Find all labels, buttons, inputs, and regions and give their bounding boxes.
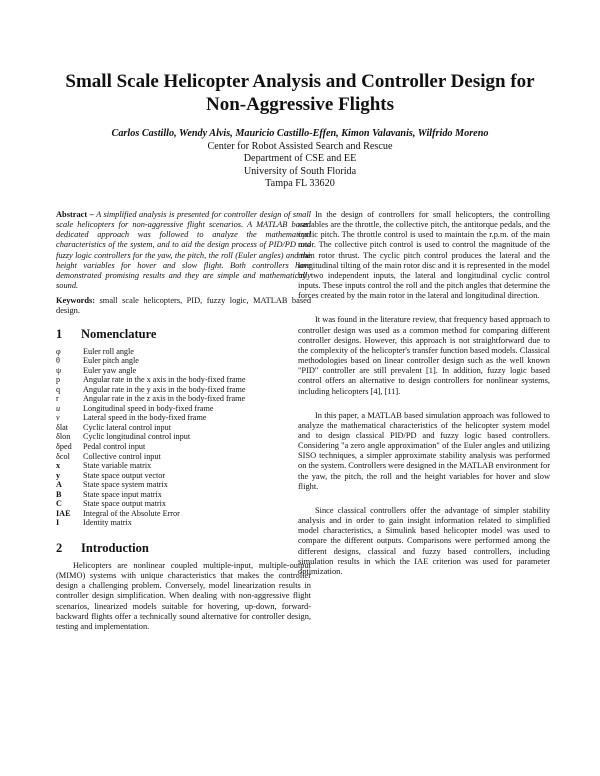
- section-number: 2: [56, 540, 63, 555]
- paper-title: [40, 70, 560, 116]
- body-paragraph-1: In the design of controllers for small helicopters, the controlling variables are the throttle, the collective pitch, the antitorque pedals, and the cyclic pitch. The throttle control is used to maintain the r.p.m. of the main rotor. The collective pitch control is used to control the magnitude of the main rotor thrust. The cyclic pitch control produces the lateral and the longitudinal tilting of the main rotor disc and it is represented in the model by two independent inputs, the lateral and longitudinal cyclic control inputs. These inputs control the roll and the pitch angles that determine the forces created by the main rotor in the lateral and longitudinal direction.: [298, 210, 550, 301]
- affiliation-line-3: University of South Florida: [243, 165, 357, 177]
- body-paragraph-3: In this paper, a MATLAB based simulation approach was followed to analyze the mathematical characteristics of the helicopter system model and to design classical PID/PD and fuzzy logic based controllers. Considering "a zero angle approximation" of the Euler angles and utilizing SISO techniques, a simpler approximate stability analysis was performed on the system. Controllers were designed in the MATLAB environment for the yaw, the pitch, the roll and the height variables for hover and slow flight.: [298, 410, 550, 491]
- nomenclature-table: [56, 347, 246, 528]
- affiliation-line-1: Center for Robot Assisted Search and Rescue: [207, 140, 393, 152]
- nomenclature-row: [56, 404, 246, 414]
- affiliation-line-4: Tampa FL 33620: [265, 178, 335, 189]
- nomenclature-row: [56, 509, 246, 519]
- nomenclature-description: Integral of the Absolute Error: [83, 508, 180, 518]
- nomenclature-symbol: θ: [56, 356, 60, 366]
- nomenclature-symbol: v: [56, 413, 60, 423]
- nomenclature-description: State space system matrix: [83, 480, 168, 490]
- nomenclature-description: Cyclic longitudinal control input: [83, 432, 191, 442]
- nomenclature-row: [56, 480, 246, 490]
- nomenclature-symbol: y: [56, 470, 61, 480]
- nomenclature-row: [56, 471, 246, 481]
- nomenclature-description: Euler roll angle: [83, 346, 134, 356]
- nomenclature-row: [56, 366, 246, 376]
- abstract-text: A simplified analysis is presented for controller design of small scale helicopters for non-aggressive flight scenarios. A MATLAB based dedicated approach was followed to analyze the mathematical characteristics of the system, and to aid the design process of PID/PD and fuzzy logic controllers for the yaw, the pitch, the roll (Euler angles) and the height variables for hover and slow flight. Both controllers have demonstrated promising results and they are simple and mathematically sound.: [56, 210, 311, 291]
- nomenclature-symbol: p: [56, 375, 61, 385]
- body-paragraph-2: It was found in the literature review, that frequency based approach to controller design was used as a common method for comparing different controller designs. However, this approach is not straightforward due to the complexity of the helicopter's transfer function based models. Classical methodologies based on linear controller design such as the well known "PID" controller are still prevalent [1]. In addition, fuzzy logic based control offers an alternative to design controllers for nonlinear systems, including helicopters [4], [11].: [298, 315, 550, 396]
- nomenclature-symbol: φ: [56, 346, 61, 356]
- nomenclature-symbol: B: [56, 489, 62, 499]
- nomenclature-row: [56, 499, 246, 509]
- nomenclature-row: [56, 518, 246, 528]
- nomenclature-row: [56, 413, 246, 423]
- body-paragraph-4: Since classical controllers offer the advantage of simpler stability analysis and in order to gain insight information related to simplified model characteristics, a Simulink based helicopter model was used to compare the different outputs. Comparisons were performed among the different designs, classical and fuzzy based controllers, including simulation results in which the IAE criterion was used for parameter optimization.: [298, 505, 550, 576]
- nomenclature-description: State space output vector: [83, 470, 166, 480]
- author-names: Carlos Castillo, Wendy Alvis, Mauricio Castillo-Effen, Kimon Valavanis, Wilfrido Moreno: [111, 128, 489, 139]
- nomenclature-description: State space output matrix: [83, 499, 166, 509]
- keywords-label: Keywords:: [56, 296, 96, 306]
- nomenclature-symbol: δped: [56, 442, 72, 452]
- abstract-label: Abstract –: [56, 210, 94, 219]
- nomenclature-description: Pedal control input: [83, 442, 146, 452]
- nomenclature-row: [56, 394, 246, 404]
- author-block: [40, 128, 560, 191]
- nomenclature-symbol: δlat: [56, 422, 69, 432]
- nomenclature-row: [56, 461, 246, 471]
- nomenclature-symbol: C: [56, 499, 62, 509]
- keywords-text: small scale helicopters, PID, fuzzy logic, MATLAB based design.: [56, 296, 312, 316]
- nomenclature-description: Angular rate in the z axis in the body-fixed frame: [83, 394, 246, 404]
- nomenclature-symbol: r: [56, 394, 59, 404]
- title-line-2: Non-Aggressive Flights: [205, 94, 395, 115]
- nomenclature-symbol: q: [56, 384, 61, 394]
- nomenclature-description: Cyclic lateral control input: [83, 422, 171, 432]
- nomenclature-row: [56, 442, 246, 452]
- nomenclature-row: [56, 452, 246, 462]
- nomenclature-symbol: x: [56, 461, 61, 471]
- nomenclature-description: Collective control input: [83, 451, 161, 461]
- section-title: Nomenclature: [81, 326, 157, 341]
- nomenclature-description: State space input matrix: [83, 489, 162, 499]
- nomenclature-description: Lateral speed in the body-fixed frame: [83, 413, 207, 423]
- left-column: [56, 210, 311, 632]
- nomenclature-row: [56, 423, 246, 433]
- nomenclature-description: Angular rate in the y axis in the body-fixed frame: [83, 384, 246, 394]
- nomenclature-description: Euler yaw angle: [83, 365, 137, 375]
- title-line-1: Small Scale Helicopter Analysis and Controller Design for: [65, 71, 535, 92]
- abstract: [56, 210, 311, 291]
- nomenclature-row: [56, 356, 246, 366]
- nomenclature-row: [56, 490, 246, 500]
- affiliation-line-2: Department of CSE and EE: [243, 153, 357, 164]
- nomenclature-description: Euler pitch angle: [83, 356, 139, 366]
- nomenclature-description: Longitudinal speed in body-fixed frame: [83, 403, 214, 413]
- nomenclature-description: Identity matrix: [83, 518, 132, 528]
- nomenclature-symbol: I: [56, 518, 60, 528]
- nomenclature-symbol: A: [56, 480, 62, 490]
- nomenclature-description: State variable matrix: [83, 461, 152, 471]
- section-title: Introduction: [81, 540, 149, 555]
- keywords: [56, 296, 311, 316]
- nomenclature-row: [56, 375, 246, 385]
- intro-paragraph-1: Helicopters are nonlinear coupled multiple-input, multiple-output (MIMO) systems with unique characteristics that makes the controller design a challenging problem. Conversely, model linearization results in controller design simplification. When dealing with non-aggressive flight scenarios, linearized models suitable for hovering, up-down, forward-backward flights offer a technically sound alternative for controller design, testing and implementation.: [56, 560, 311, 631]
- right-column: [298, 210, 550, 577]
- nomenclature-symbol: δcol: [56, 451, 70, 461]
- nomenclature-symbol: δlon: [56, 432, 71, 442]
- section-number: 1: [56, 326, 63, 341]
- nomenclature-symbol: IAE: [56, 508, 71, 518]
- nomenclature-row: [56, 385, 246, 395]
- section-heading-nomenclature: [56, 327, 311, 341]
- nomenclature-row: [56, 347, 246, 357]
- nomenclature-symbol: ψ: [56, 365, 62, 375]
- nomenclature-symbol: u: [56, 403, 61, 413]
- nomenclature-description: Angular rate in the x axis in the body-fixed frame: [83, 375, 246, 385]
- section-heading-introduction: [56, 541, 311, 555]
- nomenclature-row: [56, 432, 246, 442]
